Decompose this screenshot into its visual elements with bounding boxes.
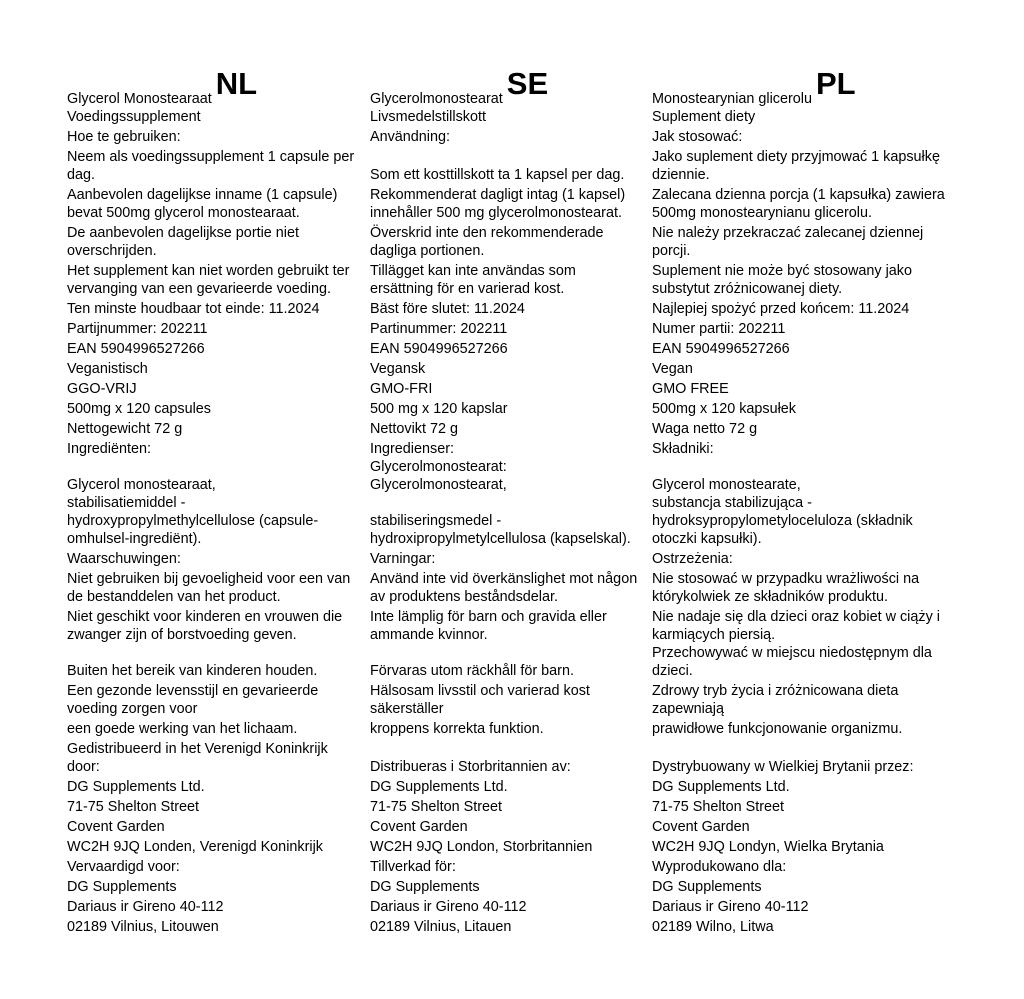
text-line: Bäst före slutet: 11.2024 [370, 301, 525, 317]
text-line: Glycerolmonostearat: [370, 459, 507, 475]
text-block [652, 918, 972, 936]
text-block [370, 224, 650, 260]
text-block [370, 720, 650, 738]
text-line: vervanging van een gevarieerde voeding. [67, 281, 332, 297]
column-header [652, 66, 972, 108]
text-line: dziennie. [652, 167, 710, 183]
column-se [370, 66, 650, 936]
text-line: GMO-FRI [370, 381, 433, 397]
text-block [652, 838, 972, 856]
text-line: Jak stosować: [652, 129, 743, 145]
text-block [370, 186, 650, 222]
text-block [67, 682, 367, 718]
text-line: Dystrybuowany w Wielkiej Brytanii przez: [652, 759, 914, 775]
text-line: bevat 500mg glycerol monostearaat. [67, 205, 300, 221]
text-block [652, 320, 972, 338]
text-line [67, 458, 367, 476]
text-line: Inte lämplig för barn och gravida eller [370, 609, 607, 625]
text-block [67, 570, 367, 606]
text-block [652, 128, 972, 146]
text-line: otoczki kapsułki). [652, 531, 762, 547]
text-block [370, 380, 650, 398]
text-line: Ostrzeżenia: [652, 551, 733, 567]
text-block [652, 798, 972, 816]
text-line: Voedingssupplement [67, 109, 201, 125]
text-line: Tillägget kan inte användas som [370, 263, 576, 279]
language-code: PL [815, 66, 856, 101]
text-line: Hoe te gebruiken: [67, 129, 181, 145]
text-block [67, 320, 367, 338]
text-line: Nettovikt 72 g [370, 421, 458, 437]
text-block [370, 898, 650, 916]
text-block [67, 608, 367, 680]
text-line: EAN 5904996527266 [652, 341, 790, 357]
text-line: De aanbevolen dagelijkse portie niet [67, 225, 300, 241]
text-line: Nettogewicht 72 g [67, 421, 183, 437]
text-block [652, 878, 972, 896]
column-pl [652, 66, 972, 936]
text-line: DG Supplements [370, 879, 480, 895]
text-block [370, 128, 650, 146]
text-line: Partijnummer: 202211 [67, 321, 208, 337]
text-line: Zdrowy tryb życia i zróżnicowana dieta [652, 683, 899, 699]
text-line: substancja stabilizująca - [652, 495, 812, 511]
text-block [67, 108, 367, 126]
text-line: omhulsel-ingrediënt). [67, 531, 202, 547]
text-block [652, 570, 972, 606]
text-block [67, 740, 367, 776]
text-line: Wyprodukowano dla: [652, 859, 787, 875]
product-name: Glycerolmonostearat [370, 91, 503, 107]
text-line: door: [67, 759, 100, 775]
text-block [370, 740, 650, 776]
text-line: Waga netto 72 g [652, 421, 758, 437]
text-line: Nie nadaje się dla dzieci oraz kobiet w ciąży i [652, 609, 940, 625]
text-line: voeding zorgen voor [67, 701, 198, 717]
column-header [370, 66, 650, 108]
text-line: Livsmedelstillskott [370, 109, 486, 125]
text-line: Jako suplement diety przyjmować 1 kapsułkę [652, 149, 940, 165]
text-line: Varningar: [370, 551, 436, 567]
text-block [370, 108, 650, 126]
text-line: Składniki: [652, 441, 714, 457]
text-block [370, 440, 650, 548]
text-line: GGO-VRIJ [67, 381, 137, 397]
text-line: 500mg x 120 capsules [67, 401, 211, 417]
product-name: Monostearynian glicerolu [652, 91, 812, 107]
text-line [370, 740, 650, 758]
text-line: hydroxypropylmethylcellulose (capsule- [67, 513, 319, 529]
language-code: NL [215, 66, 258, 101]
text-line: Hälsosam livsstil och varierad kost [370, 683, 590, 699]
text-line: 500mg x 120 kapsułek [652, 401, 796, 417]
text-block [370, 340, 650, 358]
text-line: dzieci. [652, 663, 693, 679]
text-line: Rekommenderat dagligt intag (1 kapsel) [370, 187, 626, 203]
column-nl [67, 66, 367, 936]
text-line: którykolwiek ze składników produktu. [652, 589, 888, 605]
text-line: Een gezonde levensstijl en gevarieerde [67, 683, 319, 699]
text-line: Ten minste houdbaar tot einde: 11.2024 [67, 301, 320, 317]
text-line: hydroxipropylmetylcellulosa (kapselskal). [370, 531, 631, 547]
text-block [652, 898, 972, 916]
text-block [652, 360, 972, 378]
text-line: dagliga portionen. [370, 243, 485, 259]
text-line: porcji. [652, 243, 691, 259]
text-block [370, 550, 650, 568]
text-block [652, 818, 972, 836]
text-line [652, 740, 972, 758]
text-line: 500 mg x 120 kapslar [370, 401, 508, 417]
text-block [67, 224, 367, 260]
text-block [67, 440, 367, 548]
text-block [370, 798, 650, 816]
text-line: Använd inte vid överkänslighet mot någon [370, 571, 638, 587]
text-line: Dariaus ir Gireno 40-112 [67, 899, 224, 915]
text-block [652, 400, 972, 418]
text-line: DG Supplements Ltd. [67, 779, 205, 795]
text-block [652, 608, 972, 680]
text-line: Najlepiej spożyć przed końcem: 11.2024 [652, 301, 910, 317]
text-line [67, 644, 367, 662]
text-line: hydroksypropylometyloceluloza (składnik [652, 513, 913, 529]
text-block [370, 608, 650, 680]
text-line: EAN 5904996527266 [67, 341, 205, 357]
product-name: Glycerol Monostearaat [67, 91, 212, 107]
text-line: stabilisatiemiddel - [67, 495, 186, 511]
text-block [370, 918, 650, 936]
text-line: zwanger zijn of borstvoeding geven. [67, 627, 297, 643]
text-line: substytut zróżnicowanej diety. [652, 281, 843, 297]
text-block [370, 778, 650, 796]
text-line: 71-75 Shelton Street [370, 799, 503, 815]
text-line: kroppens korrekta funktion. [370, 721, 544, 737]
text-block [67, 300, 367, 318]
text-block [67, 898, 367, 916]
text-line: Användning: [370, 129, 451, 145]
text-line: Covent Garden [67, 819, 165, 835]
text-line: Zalecana dzienna porcja (1 kapsułka) zawiera [652, 187, 945, 203]
text-line: stabiliseringsmedel - [370, 513, 502, 529]
text-line [370, 494, 650, 512]
text-block [67, 128, 367, 146]
text-line: Suplement diety [652, 109, 756, 125]
text-block [67, 400, 367, 418]
text-line: Przechowywać w miejscu niedostępnym dla [652, 645, 932, 661]
text-line: 02189 Vilnius, Litauen [370, 919, 512, 935]
text-block [370, 360, 650, 378]
text-line: DG Supplements [652, 879, 762, 895]
text-line: Glycerol monostearate, [652, 477, 801, 493]
text-block [67, 778, 367, 796]
text-block [67, 360, 367, 378]
text-block [67, 918, 367, 936]
text-line: Buiten het bereik van kinderen houden. [67, 663, 318, 679]
text-block [67, 858, 367, 876]
text-line: Covent Garden [370, 819, 468, 835]
text-block [67, 148, 367, 184]
text-line: zapewniają [652, 701, 725, 717]
text-block [67, 798, 367, 816]
text-block [652, 224, 972, 260]
text-block [652, 300, 972, 318]
text-line: Tillverkad för: [370, 859, 456, 875]
text-block [370, 570, 650, 606]
text-block [652, 262, 972, 298]
text-block [652, 682, 972, 718]
text-block [370, 262, 650, 298]
text-line: dag. [67, 167, 96, 183]
text-block [370, 682, 650, 718]
text-line: Glycerol monostearaat, [67, 477, 216, 493]
language-code: SE [506, 66, 549, 101]
text-line: 71-75 Shelton Street [67, 799, 200, 815]
text-block [370, 878, 650, 896]
text-block [652, 108, 972, 126]
text-line: Förvaras utom räckhåll för barn. [370, 663, 574, 679]
text-line: av produktens beståndsdelar. [370, 589, 559, 605]
text-line: DG Supplements Ltd. [652, 779, 790, 795]
text-block [370, 148, 650, 184]
text-line: innehåller 500 mg glycerolmonostearat. [370, 205, 622, 221]
text-line: säkerställer [370, 701, 444, 717]
text-line: Vegansk [370, 361, 426, 377]
text-block [370, 818, 650, 836]
text-line: Ingredienser: [370, 441, 454, 457]
text-block [67, 262, 367, 298]
text-block [67, 838, 367, 856]
text-line: ammande kvinnor. [370, 627, 488, 643]
text-block [652, 720, 972, 738]
text-line: prawidłowe funkcjonowanie organizmu. [652, 721, 903, 737]
text-line: 500mg monostearynianu glicerolu. [652, 205, 872, 221]
text-line: Niet geschikt voor kinderen en vrouwen die [67, 609, 343, 625]
text-block [370, 838, 650, 856]
text-block [370, 400, 650, 418]
text-line: Veganistisch [67, 361, 148, 377]
text-line: GMO FREE [652, 381, 729, 397]
text-line: Niet gebruiken bij gevoeligheid voor een van [67, 571, 351, 587]
text-line: Nie stosować w przypadku wrażliwości na [652, 571, 920, 587]
text-line: Waarschuwingen: [67, 551, 181, 567]
text-block [67, 380, 367, 398]
text-line: Som ett kosttillskott ta 1 kapsel per dag. [370, 167, 625, 183]
text-line [370, 644, 650, 662]
text-line: WC2H 9JQ Londen, Verenigd Koninkrijk [67, 839, 323, 855]
text-block [652, 440, 972, 548]
text-line: de bestanddelen van het product. [67, 589, 281, 605]
text-line: Suplement nie może być stosowany jako [652, 263, 912, 279]
text-block [652, 550, 972, 568]
text-block [67, 720, 367, 738]
text-line: WC2H 9JQ London, Storbritannien [370, 839, 593, 855]
text-block [67, 550, 367, 568]
text-line: Vegan [652, 361, 693, 377]
text-line: overschrijden. [67, 243, 157, 259]
text-line [370, 148, 650, 166]
text-block [67, 340, 367, 358]
text-block [370, 320, 650, 338]
text-block [67, 186, 367, 222]
text-line: Numer partii: 202211 [652, 321, 786, 337]
text-line: 71-75 Shelton Street [652, 799, 785, 815]
text-block [652, 340, 972, 358]
text-line: Covent Garden [652, 819, 750, 835]
text-line: karmiących piersią. [652, 627, 776, 643]
text-line: Ingrediënten: [67, 441, 152, 457]
column-header [67, 66, 367, 108]
text-line: Aanbevolen dagelijkse inname (1 capsule) [67, 187, 338, 203]
text-line: 02189 Vilnius, Litouwen [67, 919, 219, 935]
text-block [67, 818, 367, 836]
text-line: Partinummer: 202211 [370, 321, 508, 337]
text-line: Glycerolmonostearat, [370, 477, 507, 493]
text-line: DG Supplements Ltd. [370, 779, 508, 795]
text-line: DG Supplements [67, 879, 177, 895]
text-block [652, 778, 972, 796]
text-block [67, 878, 367, 896]
text-line: Överskrid inte den rekommenderade [370, 225, 604, 241]
text-line: Neem als voedingssupplement 1 capsule per [67, 149, 355, 165]
text-block [652, 858, 972, 876]
text-line: 02189 Wilno, Litwa [652, 919, 774, 935]
text-line: Gedistribueerd in het Verenigd Koninkrijk [67, 741, 328, 757]
text-line: Nie należy przekraczać zalecanej dziennej [652, 225, 924, 241]
text-line: Distribueras i Storbritannien av: [370, 759, 571, 775]
text-block [652, 740, 972, 776]
text-line: Dariaus ir Gireno 40-112 [652, 899, 809, 915]
text-line: Het supplement kan niet worden gebruikt ter [67, 263, 350, 279]
text-block [370, 858, 650, 876]
text-block [67, 420, 367, 438]
text-block [652, 380, 972, 398]
text-line: Dariaus ir Gireno 40-112 [370, 899, 527, 915]
text-line: een goede werking van het lichaam. [67, 721, 298, 737]
text-block [370, 300, 650, 318]
text-line: ersättning för en varierad kost. [370, 281, 565, 297]
text-line: Vervaardigd voor: [67, 859, 180, 875]
text-block [652, 186, 972, 222]
text-block [652, 420, 972, 438]
text-block [652, 148, 972, 184]
text-line: WC2H 9JQ Londyn, Wielka Brytania [652, 839, 884, 855]
text-line [652, 458, 972, 476]
text-block [370, 420, 650, 438]
text-line: EAN 5904996527266 [370, 341, 508, 357]
